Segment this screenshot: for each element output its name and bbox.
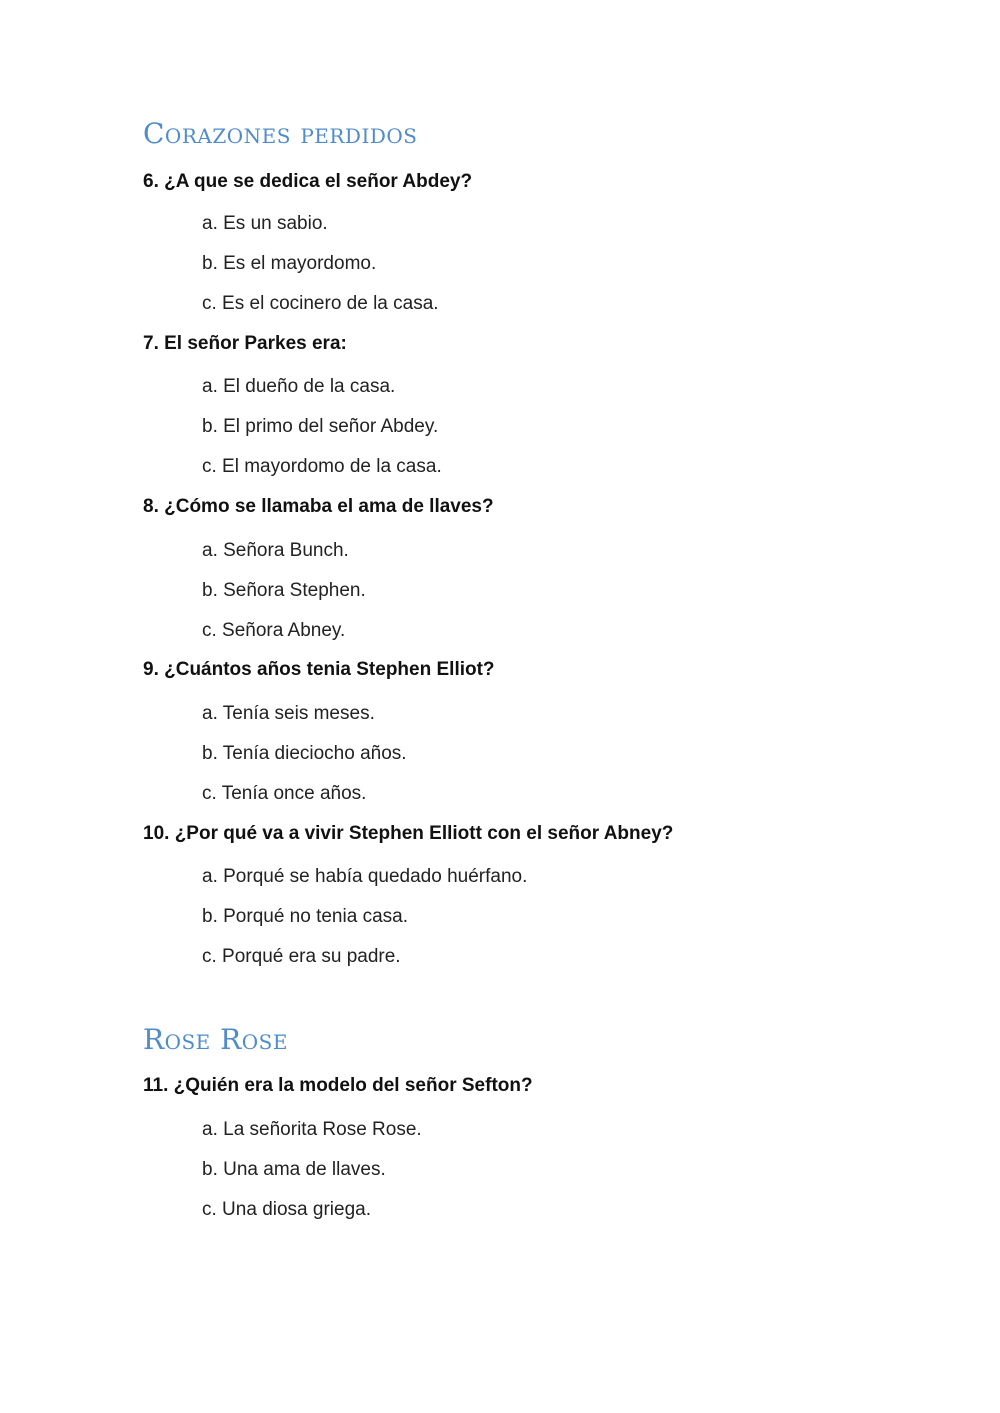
question-10: 10. ¿Por qué va a vivir Stephen Elliott con el señor Abney? (143, 823, 674, 844)
question-7-option-a: a. El dueño de la casa. (202, 376, 396, 397)
question-9-option-a: a. Tenía seis meses. (202, 703, 375, 724)
section-title-corazones-perdidos: Corazones perdidos (143, 117, 418, 150)
question-10-option-c: c. Porqué era su padre. (202, 946, 401, 967)
question-7-option-b: b. El primo del señor Abdey. (202, 416, 439, 437)
question-11-option-a: a. La señorita Rose Rose. (202, 1119, 422, 1140)
question-8-option-a: a. Señora Bunch. (202, 540, 349, 561)
question-9-option-c: c. Tenía once años. (202, 783, 367, 804)
question-6-option-a: a. Es un sabio. (202, 213, 328, 234)
question-6: 6. ¿A que se dedica el señor Abdey? (143, 171, 473, 192)
question-10-option-b: b. Porqué no tenia casa. (202, 906, 408, 927)
section-title-rose-rose: Rose Rose (143, 1023, 288, 1056)
question-11: 11. ¿Quién era la modelo del señor Sefton? (143, 1075, 533, 1096)
question-8-option-b: b. Señora Stephen. (202, 580, 366, 601)
question-10-option-a: a. Porqué se había quedado huérfano. (202, 866, 528, 887)
question-9-option-b: b. Tenía dieciocho años. (202, 743, 407, 764)
question-7-option-c: c. El mayordomo de la casa. (202, 456, 442, 477)
question-7: 7. El señor Parkes era: (143, 333, 347, 354)
question-11-option-b: b. Una ama de llaves. (202, 1159, 386, 1180)
question-6-option-c: c. Es el cocinero de la casa. (202, 293, 439, 314)
question-11-option-c: c. Una diosa griega. (202, 1199, 371, 1220)
question-9: 9. ¿Cuántos años tenia Stephen Elliot? (143, 659, 495, 680)
question-8: 8. ¿Cómo se llamaba el ama de llaves? (143, 496, 494, 517)
question-6-option-b: b. Es el mayordomo. (202, 253, 377, 274)
question-8-option-c: c. Señora Abney. (202, 620, 346, 641)
